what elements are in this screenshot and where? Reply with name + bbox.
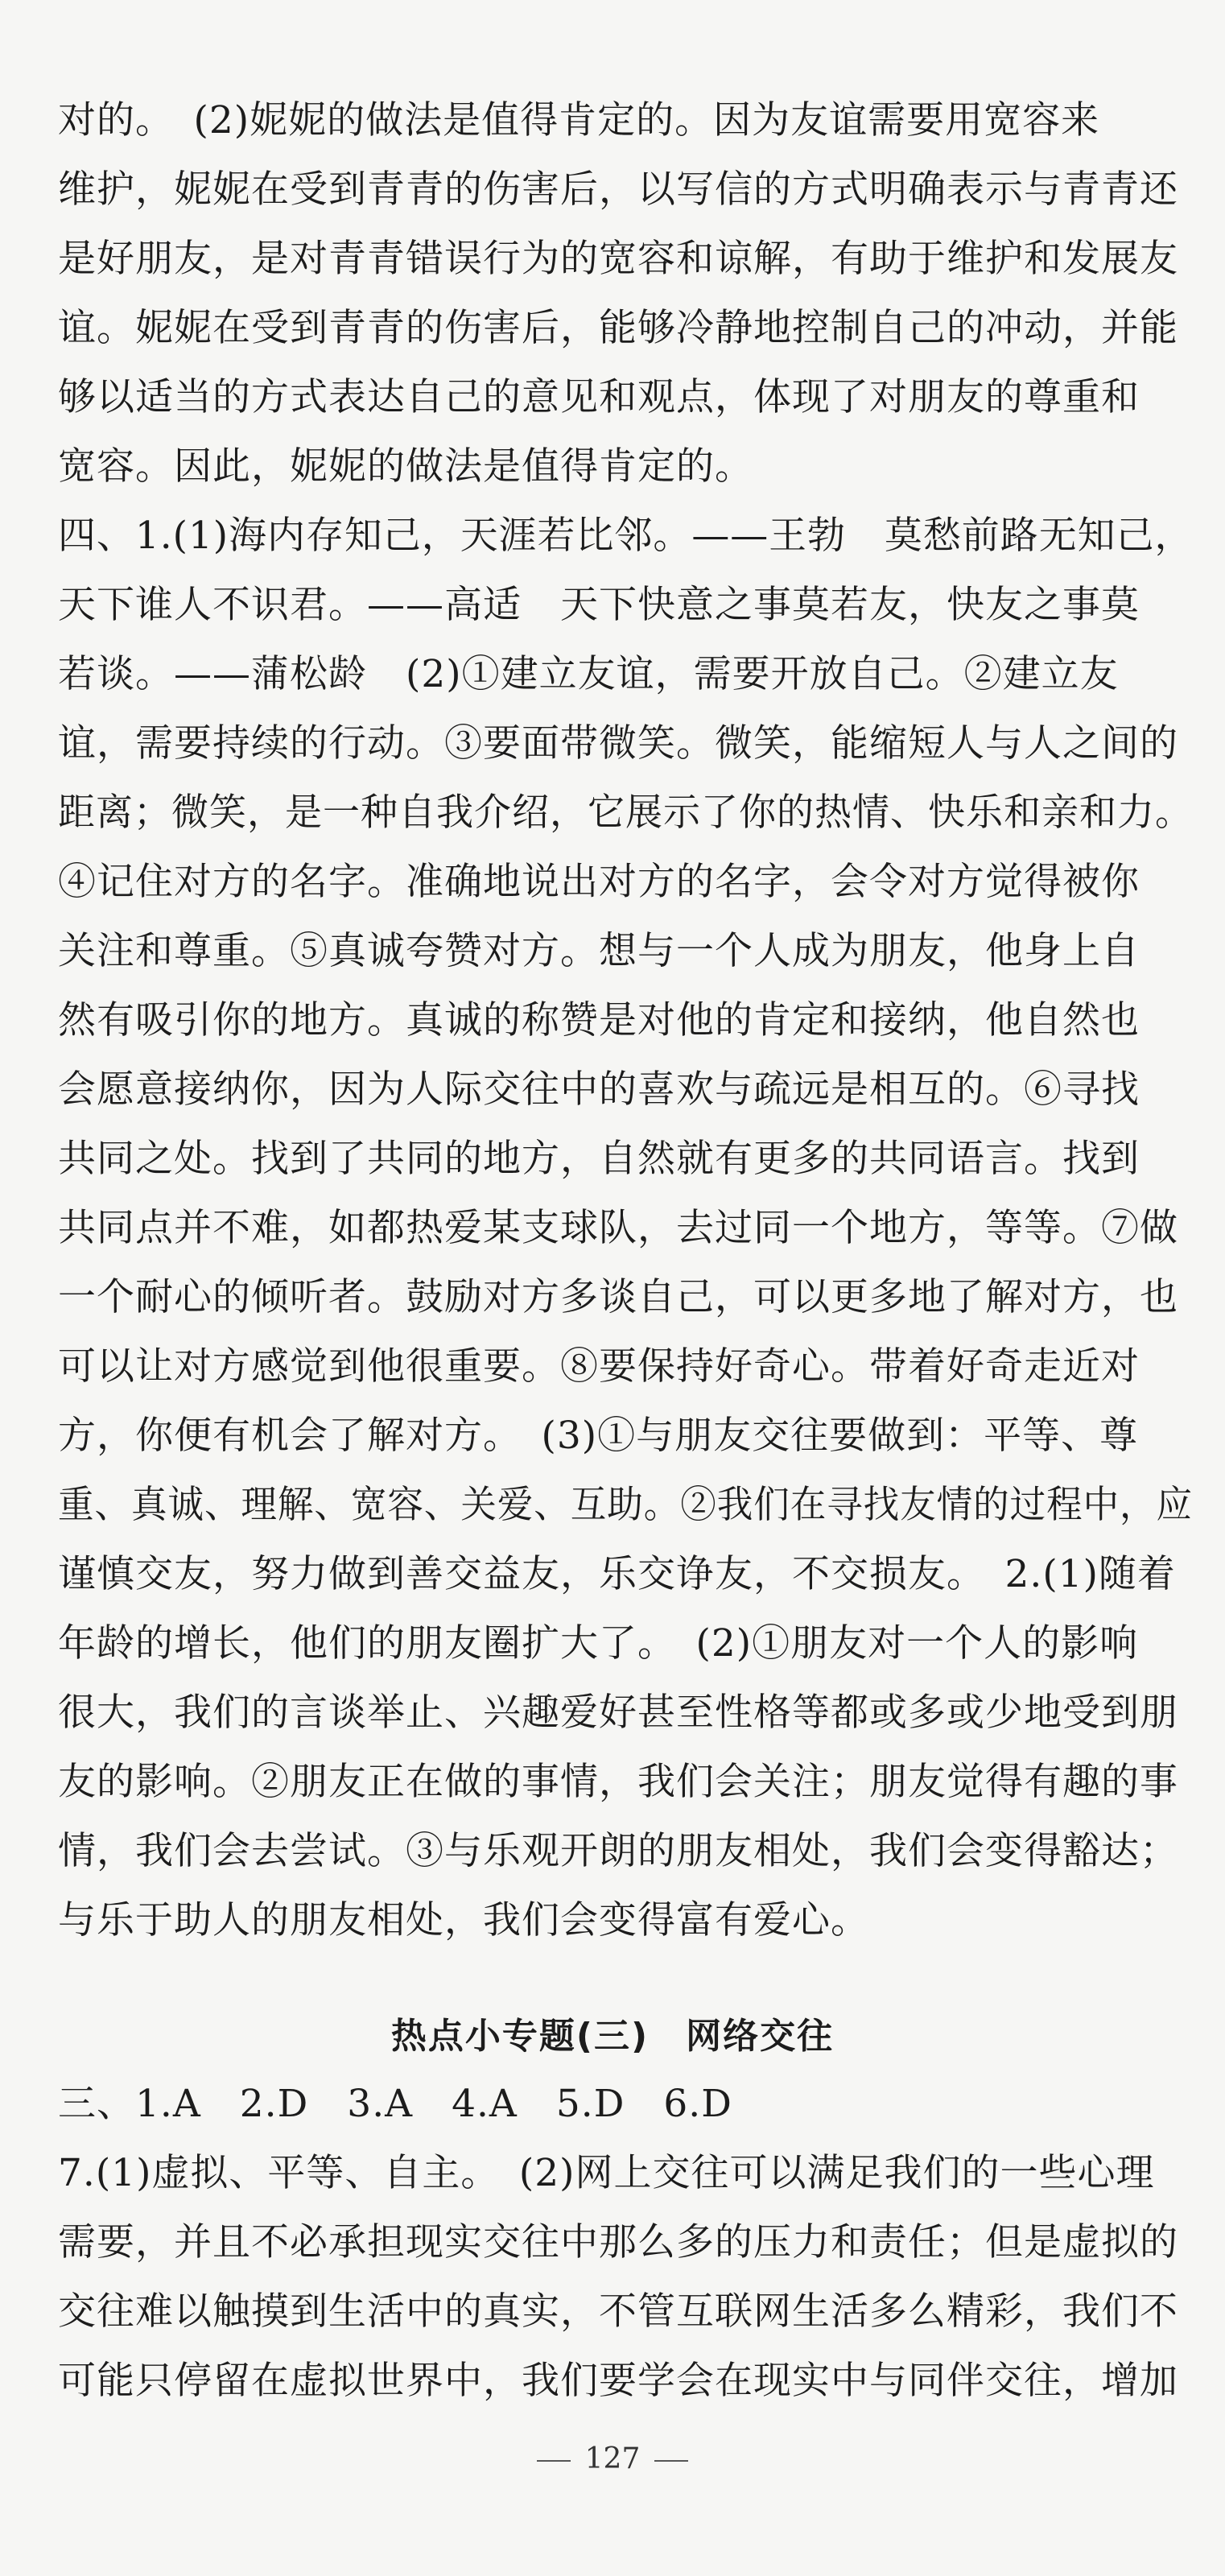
- text-line: 可能只停留在虚拟世界中，我们要学会在现实中与同伴交往，增加: [58, 2359, 1178, 2403]
- text-line: 宽容。因此，妮妮的做法是值得肯定的。: [58, 444, 753, 489]
- text-line: 一个耐心的倾听者。鼓励对方多谈自己，可以更多地了解对方，也: [58, 1275, 1178, 1319]
- text-line: 是好朋友，是对青青错误行为的宽容和谅解，有助于维护和发展友: [58, 237, 1178, 281]
- text-line: 方，你便有机会了解对方。 (3)①与朋友交往要做到：平等、尊: [58, 1414, 1139, 1458]
- text-line: 谊，需要持续的行动。③要面带微笑。微笑，能缩短人与人之间的: [58, 721, 1178, 766]
- section-title: 热点小专题(三) 网络交往: [390, 2016, 835, 2057]
- text-line: 共同之处。找到了共同的地方，自然就有更多的共同语言。找到: [58, 1137, 1140, 1181]
- text-line: ④记住对方的名字。准确地说出对方的名字，会令对方觉得被你: [58, 860, 1140, 904]
- text-line: 7.(1)虚拟、平等、自主。 (2)网上交往可以满足我们的一些心理: [58, 2151, 1155, 2195]
- text-line: 友的影响。②朋友正在做的事情，我们会关注；朋友觉得有趣的事: [58, 1760, 1178, 1804]
- text-line: 可以让对方感觉到他很重要。⑧要保持好奇心。带着好奇走近对: [58, 1344, 1140, 1389]
- page-number: 127: [584, 2442, 641, 2475]
- text-line: 三、1.A 2.D 3.A 4.A 5.D 6.D: [58, 2082, 732, 2126]
- text-line: 与乐于助人的朋友相处，我们会变得富有爱心。: [58, 1898, 869, 1942]
- text-line: 然有吸引你的地方。真诚的称赞是对他的肯定和接纳，他自然也: [58, 998, 1140, 1042]
- text-line: 年龄的增长，他们的朋友圈扩大了。 (2)①朋友对一个人的影响: [58, 1621, 1139, 1666]
- text-line: 若谈。——蒲松龄 (2)①建立友谊，需要开放自己。②建立友: [58, 652, 1119, 696]
- footer-dash-right: [654, 2460, 688, 2462]
- text-line: 天下谁人不识君。——高适 天下快意之事莫若友，快友之事莫: [58, 583, 1140, 627]
- text-line: 距离；微笑，是一种自我介绍，它展示了你的热情、快乐和亲和力。: [58, 791, 1194, 835]
- text-line: 交往难以触摸到生活中的真实，不管互联网生活多么精彩，我们不: [58, 2289, 1178, 2334]
- text-line: 维护，妮妮在受到青青的伤害后，以写信的方式明确表示与青青还: [58, 167, 1178, 212]
- footer-dash-left: [537, 2460, 571, 2462]
- text-line: 情，我们会去尝试。③与乐观开朗的朋友相处，我们会变得豁达；: [58, 1829, 1178, 1873]
- text-line: 谊。妮妮在受到青青的伤害后，能够冷静地控制自己的冲动，并能: [58, 306, 1178, 350]
- text-line: 对的。 (2)妮妮的做法是值得肯定的。因为友谊需要用宽容来: [58, 98, 1100, 142]
- text-line: 共同点并不难，如都热爱某支球队，去过同一个地方，等等。⑦做: [58, 1206, 1178, 1250]
- text-line: 关注和尊重。⑤真诚夸赞对方。想与一个人成为朋友，他身上自: [58, 929, 1140, 973]
- text-line: 很大，我们的言谈举止、兴趣爱好甚至性格等都或多或少地受到朋: [58, 1690, 1178, 1735]
- page-footer: [0, 2439, 1225, 2479]
- text-line: 会愿意接纳你，因为人际交往中的喜欢与疏远是相互的。⑥寻找: [58, 1067, 1140, 1112]
- text-line: 谨慎交友，努力做到善交益友，乐交诤友，不交损友。 2.(1)随着: [58, 1552, 1176, 1596]
- text-line: 四、1.(1)海内存知己，天涯若比邻。——王勃 莫愁前路无知己，: [58, 514, 1194, 558]
- text-line: 重、真诚、理解、宽容、关爱、互助。②我们在寻找友情的过程中，应: [58, 1483, 1194, 1527]
- text-line: 够以适当的方式表达自己的意见和观点，体现了对朋友的尊重和: [58, 375, 1140, 419]
- text-line: 需要，并且不必承担现实交往中那么多的压力和责任；但是虚拟的: [58, 2220, 1178, 2264]
